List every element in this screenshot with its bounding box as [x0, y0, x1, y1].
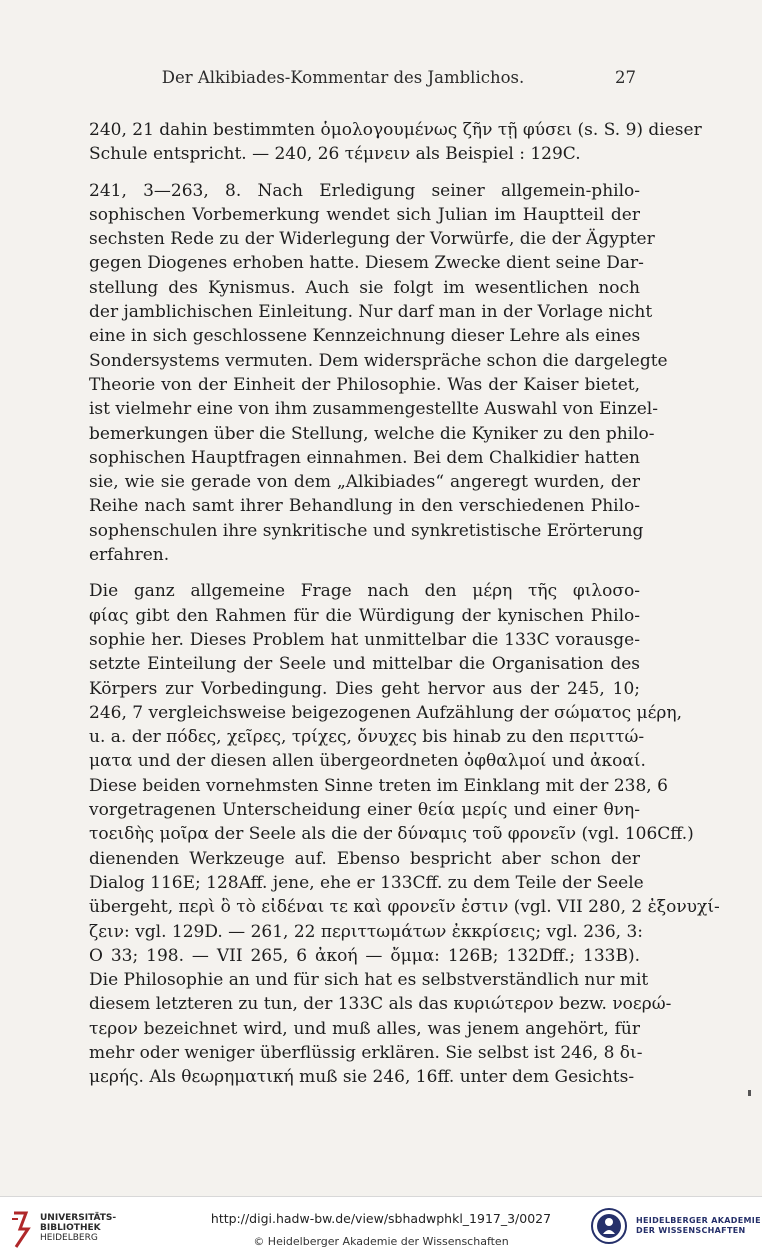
running-header [50, 68, 636, 92]
text-line: bemerkungen über die Stellung, welche die Kyniker zu den philo- [89, 423, 655, 444]
text-line: μερής. Als θεωρηματική muß sie 246, 16ff. unter dem Gesichts- [89, 1067, 635, 1088]
text-line: erfahren. [89, 545, 170, 566]
text-line: Diese beiden vornehmsten Sinne treten im Einklang mit der 238, 6 [89, 775, 668, 796]
text-line: sophischen Vorbemerkung wendet sich Julian im Hauptteil der [89, 204, 640, 225]
text-line: 246, 7 vergleichsweise beigezogenen Aufzählung der σώματος μέρη, [89, 702, 682, 723]
scan-mark [748, 1090, 751, 1096]
body-text [50, 118, 720, 1102]
text-line: sophenschulen ihre synkritische und synkretistische Erörterung [89, 520, 644, 541]
text-line: vorgetragenen Unterscheidung einer θεία μερίς und einer θνη- [89, 800, 640, 821]
ub-line-2: BIBLIOTHEK [40, 1223, 101, 1233]
text-line: O 33; 198. — VII 265, 6 ἀκοή — ὄμμα: 126B; 132Dff.; 133B). [89, 945, 640, 966]
text-line: 241, 3—263, 8. Nach Erledigung seiner allgemein-philo- [89, 180, 640, 201]
paragraph-3 [50, 579, 720, 1089]
text-line: Reihe nach samt ihrer Behandlung in den verschiedenen Philo- [89, 496, 640, 517]
text-line: sophie her. Dieses Problem hat unmittelbar die 133C vorausge- [89, 629, 640, 650]
text-line: Die ganz allgemeine Frage nach den μέρη τῆς φιλοσο- [89, 581, 640, 602]
text-line: der jamblichischen Einleitung. Nur darf man in der Vorlage nicht [89, 302, 653, 323]
text-line: τερον bezeichnet wird, und muß alles, was jenem angehört, für [89, 1018, 640, 1039]
text-line: sechsten Rede zu der Widerlegung der Vorwürfe, die der Ägypter [89, 229, 655, 250]
paragraph-2 [50, 179, 668, 568]
paragraph-1 [50, 118, 702, 167]
academy-seal-icon[interactable] [590, 1207, 628, 1245]
text-line: Dialog 116E; 128Aff. jene, ehe er 133Cff. zu dem Teile der Seele [89, 872, 644, 893]
page-number: 27 [615, 68, 636, 87]
text-line: übergeht, περὶ ὃ τὸ εἰδέναι τε καὶ φρονεῖν ἐστιν (vgl. VII 280, 2 ἐξονυχί- [89, 897, 720, 918]
permalink-url[interactable]: http://digi.hadw-bw.de/view/sbhadwphkl_1917_3/0027 [210, 1211, 552, 1226]
academy-line-1: HEIDELBERGER AKADEMIE [636, 1216, 761, 1225]
text-line: Schule entspricht. — 240, 26 τέμνειν als Beispiel : 129C. [89, 144, 581, 165]
viewer-footer [0, 1196, 762, 1258]
text-line: τοειδὴς μοῖρα der Seele als die der δύναμις τοῦ φρονεῖν (vgl. 106Cff.) [89, 824, 694, 845]
copyright-notice: © Heidelberger Akademie der Wissenschaften [253, 1235, 509, 1248]
running-title: Der Alkibiades-Kommentar des Jamblichos. [161, 68, 525, 87]
text-line: diesem letzteren zu tun, der 133C als das κυριώτερον bezw. νοερώ- [89, 994, 672, 1015]
text-line: 240, 21 dahin bestimmten ὁμολογουμένως ζῆν τῇ φύσει (s. S. 9) dieser [89, 120, 702, 140]
text-line: mehr oder weniger überflüssig erklären. Sie selbst ist 246, 8 δι- [89, 1042, 643, 1063]
text-line: stellung des Kynismus. Auch sie folgt im wesentlichen noch [89, 277, 640, 298]
text-line: ist vielmehr eine von ihm zusammengestellte Auswahl von Einzel- [89, 399, 658, 420]
text-line: Theorie von der Einheit der Philosophie. Was der Kaiser bietet, [89, 374, 640, 395]
text-line: ματα und der diesen allen übergeordneten ὀφθαλμοί und ἀκοαί. [89, 751, 646, 772]
text-line: φίας gibt den Rahmen für die Würdigung der kynischen Philo- [89, 605, 640, 626]
text-line: ζειν: vgl. 129D. — 261, 22 περιττωμάτων ἐκκρίσεις; vgl. 236, 3: [89, 921, 643, 942]
text-line: dienenden Werkzeuge auf. Ebenso bespricht aber schon der [89, 848, 640, 869]
academy-name [636, 1216, 761, 1236]
text-line: eine in sich geschlossene Kennzeichnung dieser Lehre als eines [89, 326, 641, 347]
text-line: Sondersystems vermuten. Dem widerspräche schon die dargelegte [89, 350, 668, 371]
ub-line-3: HEIDELBERG [40, 1233, 98, 1243]
ub-line-1: UNIVERSITÄTS- [40, 1213, 117, 1223]
academy-line-2: DER WISSENSCHAFTEN [636, 1226, 746, 1235]
text-line: setzte Einteilung der Seele und mittelbar die Organisation des [89, 654, 640, 675]
text-line: sie, wie sie gerade von dem „Alkibiades“ angeregt wurden, der [89, 472, 640, 493]
text-line: Körpers zur Vorbedingung. Dies geht hervor aus der 245, 10; [89, 678, 640, 699]
text-line: Die Philosophie an und für sich hat es selbstverständlich nur mit [89, 970, 649, 991]
text-line: u. a. der πόδες, χεῖρες, τρίχες, ὄνυχες bis hinab zu den περιττώ- [89, 727, 645, 748]
text-line: gegen Diogenes erhoben hatte. Diesem Zwecke dient seine Dar- [89, 253, 644, 274]
text-line: sophischen Hauptfragen einnahmen. Bei dem Chalkidier hatten [89, 447, 640, 468]
